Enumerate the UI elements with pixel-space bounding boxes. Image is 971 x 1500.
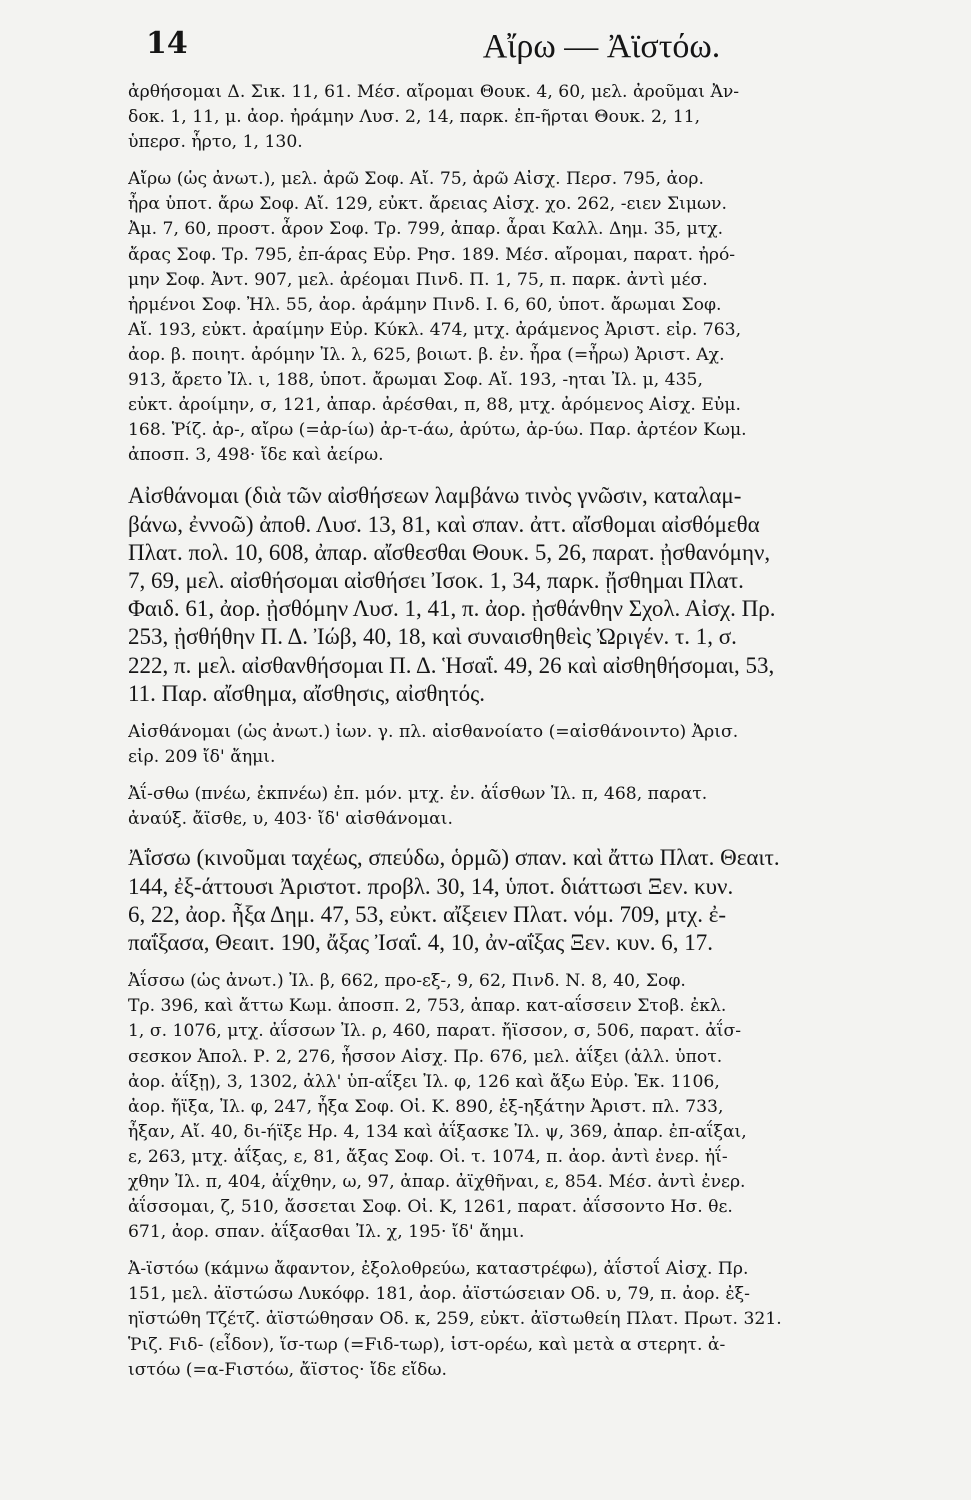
entry-line: ἀναύξ. ἄϊσθε, υ, 403· ἴδ' αἰσθάνομαι. — [128, 809, 453, 830]
entry-line: βάνω, ἐννοῶ) ἀποθ. Λυσ. 13, 81, καὶ σπαν. ἀττ. αἴσθομαι αἰσθόμεθα — [128, 511, 760, 537]
entry-line: ἦρα ὑποτ. ἄρω Σοφ. Αἴ. 129, εὐκτ. ἄρειας Αἰσχ. χο. 262, -ειεν Σιμων. — [128, 194, 727, 215]
entry-line: Αἴ. 193, εὐκτ. ἀραίμην Εὐρ. Κύκλ. 474, μτχ. ἀράμενος Ἀριστ. εἰρ. 763, — [128, 319, 742, 340]
entry-line: σεσκον Ἀπολ. Ρ. 2, 276, ἧσσον Αἰσχ. Πρ. 676, μελ. ἀΐξει (ἀλλ. ὑποτ. — [128, 1046, 723, 1067]
entry-line: ἄρας Σοφ. Τρ. 795, ἐπ-άρας Εὐρ. Ρησ. 189. Μέσ. αἴρομαι, παρατ. ἠρό- — [128, 244, 736, 265]
entry-line: 151, μελ. ἀϊστώσω Λυκόφρ. 181, ἀορ. ἀϊστώσειαν Οδ. υ, 79, π. ἀορ. ἐξ- — [128, 1284, 750, 1305]
entry-aisso — [128, 844, 915, 957]
entry-line: ιστόω (=α-Fιστόω, ἄϊστος· ἴδε εἴδω. — [128, 1359, 447, 1380]
entry-line: Αἴρω (ὡς ἀνωτ.), μελ. ἀρῶ Σοφ. Αἴ. 75, ἀρῶ Αἰσχ. Περσ. 795, ἀορ. — [128, 169, 704, 190]
entry-airo-continuation — [128, 80, 915, 155]
entry-line: χθην Ἰλ. π, 404, ἀΐχθην, ω, 97, ἀπαρ. ἀϊχθῆναι, ε, 854. Μέσ. ἀντὶ ἐνερ. — [128, 1171, 746, 1192]
entry-line: Φαιδ. 61, ἀορ. ᾐσθόμην Λυσ. 1, 41, π. ἀορ. ᾐσθάνθην Σχολ. Αἰσχ. Πρ. — [128, 596, 776, 622]
entry-line: ε, 263, μτχ. ἀΐξας, ε, 81, ἄξας Σοφ. Οἰ. τ. 1074, π. ἀορ. ἀντὶ ἐνερ. ἠΐ- — [128, 1146, 728, 1167]
entry-line: Ἀΐ-σθω (πνέω, ἐκπνέω) ἐπ. μόν. μτχ. ἐν. ἀΐσθων Ἰλ. π, 468, παρατ. — [128, 784, 708, 805]
entry-line: Αἰσθάνομαι (διὰ τῶν αἰσθήσεων λαμβάνω τινὸς γνῶσιν, καταλαμ- — [128, 483, 742, 509]
entry-line: εἰρ. 209 ἴδ' ἄημι. — [128, 747, 276, 768]
entry-line: 222, π. μελ. αἰσθανθήσομαι Π. Δ. Ἡσαΐ. 49, 26 καὶ αἰσθηθήσομαι, 53, — [128, 652, 775, 678]
entry-line: Αἰσθάνομαι (ὡς ἀνωτ.) ἰων. γ. πλ. αἰσθανοίατο (=αἰσθάνοιντο) Ἀρισ. — [128, 722, 739, 743]
entry-airo-poetic — [128, 167, 915, 468]
entry-line: δοκ. 1, 11, μ. ἀορ. ἠράμην Λυσ. 2, 14, παρκ. ἐπ-ῆρται Θουκ. 2, 11, — [128, 107, 701, 128]
entry-line: ἦξαν, Αἴ. 40, δι-ήϊξε Ηρ. 4, 134 καὶ ἀΐξασκε Ἰλ. ψ, 369, ἀπαρ. ἐπ-αΐξαι, — [128, 1121, 747, 1142]
entry-line: ἀορ. ἀΐξῃ), 3, 1302, ἀλλ' ὑπ-αΐξει Ἰλ. φ, 126 καὶ ἄξω Εὐρ. Ἑκ. 1106, — [128, 1071, 720, 1092]
entry-line: Ἀμ. 7, 60, προστ. ἆρον Σοφ. Τρ. 799, ἀπαρ. ἆραι Καλλ. Δημ. 35, μτχ. — [128, 219, 724, 240]
entry-line: 1, σ. 1076, μτχ. ἀΐσσων Ἰλ. ρ, 460, παρατ. ἤϊσσον, σ, 506, παρατ. ἀΐσ- — [128, 1021, 742, 1042]
entry-line: ἀορ. ἤϊξα, Ἰλ. φ, 247, ἦξα Σοφ. Οἰ. Κ. 890, ἐξ-ηξάτην Ἀριστ. πλ. 733, — [128, 1096, 724, 1117]
entry-line: Ἀ-ϊστόω (κάμνω ἄφαντον, ἐξολοθρεύω, καταστρέφω), ἀΐστοΐ Αἰσχ. Πρ. — [128, 1259, 749, 1280]
entry-aisso-poetic — [128, 969, 915, 1245]
entry-line: 671, ἀορ. σπαν. ἀΐξασθαι Ἰλ. χ, 195· ἴδ' ἄημι. — [128, 1222, 525, 1243]
entry-line: ἀορ. β. ποιητ. ἀρόμην Ἰλ. λ, 625, βοιωτ. β. ἐν. ἦρα (=ἦρω) Ἀριστ. Αχ. — [128, 344, 725, 365]
entry-line: Πλατ. πολ. 10, 608, ἀπαρ. αἴσθεσθαι Θουκ. 5, 26, παρατ. ᾐσθανόμην, — [128, 539, 771, 565]
entry-line: 913, ἄρετο Ἰλ. ι, 188, ὑποτ. ἄρωμαι Σοφ. Αἴ. 193, -ηται Ἰλ. μ, 435, — [128, 370, 703, 391]
entry-aisthanomai-poetic — [128, 720, 915, 770]
entry-line: Τρ. 396, καὶ ἄττω Κωμ. ἀποσπ. 2, 753, ἀπαρ. κατ-αΐσσειν Στοβ. ἐκλ. — [128, 996, 727, 1017]
entry-line: Ἀΐσσω (κινοῦμαι ταχέως, σπεύδω, ὁρμῶ) σπαν. καὶ ἄττω Πλατ. Θεαιτ. — [128, 845, 780, 871]
entry-line: ἠρμένοι Σοφ. Ἠλ. 55, ἀορ. ἀράμην Πινδ. Ι. 6, 60, ὑποτ. ἄρωμαι Σοφ. — [128, 294, 722, 315]
entry-line: Ἀΐσσω (ὡς ἀνωτ.) Ἰλ. β, 662, προ-εξ-, 9, 62, Πινδ. Ν. 8, 40, Σοφ. — [128, 971, 686, 992]
entry-line: 11. Παρ. αἴσθημα, αἴσθησις, αἰσθητός. — [128, 680, 486, 706]
entry-line: ηϊστώθη Τζέτζ. ἀϊστώθησαν Οδ. κ, 259, εὐκτ. ἀϊστωθείη Πλατ. Πρωτ. 321. — [128, 1309, 782, 1330]
entry-line: ὑπερσ. ἧρτο, 1, 130. — [128, 132, 303, 153]
entry-line: ἀρθήσομαι Δ. Σικ. 11, 61. Μέσ. αἴρομαι Θουκ. 4, 60, μελ. ἀροῦμαι Ἀν- — [128, 82, 740, 102]
entry-line: 6, 22, ἀορ. ἦξα Δημ. 47, 53, εὐκτ. αἴξειεν Πλατ. νόμ. 709, μτχ. ἐ- — [128, 901, 727, 927]
entry-line: μην Σοφ. Ἀντ. 907, μελ. ἀρέομαι Πινδ. Π. 1, 75, π. παρκ. ἀντὶ μέσ. — [128, 269, 708, 290]
page-header — [128, 14, 915, 80]
entry-line: 168. Ῥίζ. ἀρ-, αἴρω (=ἀρ-ίω) ἀρ-τ-άω, ἀρύτω, ἀρ-ύω. Παρ. ἀρτέον Κωμ. — [128, 420, 747, 441]
entry-line: εὐκτ. ἀροίμην, σ, 121, ἀπαρ. ἀρέσθαι, π, 88, μτχ. ἀρόμενος Αἰσχ. Εὐμ. — [128, 395, 741, 416]
entry-aistho — [128, 782, 915, 832]
entry-line: ἀΐσσομαι, ζ, 510, ἄσσεται Σοφ. Οἰ. Κ, 1261, παρατ. ἀΐσσοντο Ησ. θε. — [128, 1197, 733, 1218]
entry-line: 144, ἐξ-άττουσι Ἀριστοτ. προβλ. 30, 14, ὑποτ. διάττωσι Ξεν. κυν. — [128, 873, 734, 899]
entry-aisthanomai — [128, 482, 915, 708]
entry-line: 253, ᾐσθήθην Π. Δ. Ἰώβ, 40, 18, καὶ συναισθηθεὶς Ὠριγέν. τ. 1, σ. — [128, 624, 737, 650]
running-head: Αἴρω — Ἀϊστόω. — [482, 28, 721, 65]
entry-line: ἀποσπ. 3, 498· ἴδε καὶ ἀείρω. — [128, 445, 384, 466]
entry-line: παΐξασα, Θεαιτ. 190, ἄξας Ἰσαΐ. 4, 10, ἀν-αΐξας Ξεν. κυν. 6, 17. — [128, 930, 713, 956]
entry-line: Ῥιζ. Fιδ- (εἶδον), ἵσ-τωρ (=Fιδ-τωρ), ἱστ-ορέω, καὶ μετὰ α στερητ. ἀ- — [128, 1334, 726, 1355]
page-number: 14 — [146, 26, 188, 61]
entry-line: 7, 69, μελ. αἰσθήσομαι αἰσθήσει Ἰσοκ. 1, 34, παρκ. ᾔσθημαι Πλατ. — [128, 568, 744, 594]
entry-aistoo — [128, 1257, 915, 1382]
